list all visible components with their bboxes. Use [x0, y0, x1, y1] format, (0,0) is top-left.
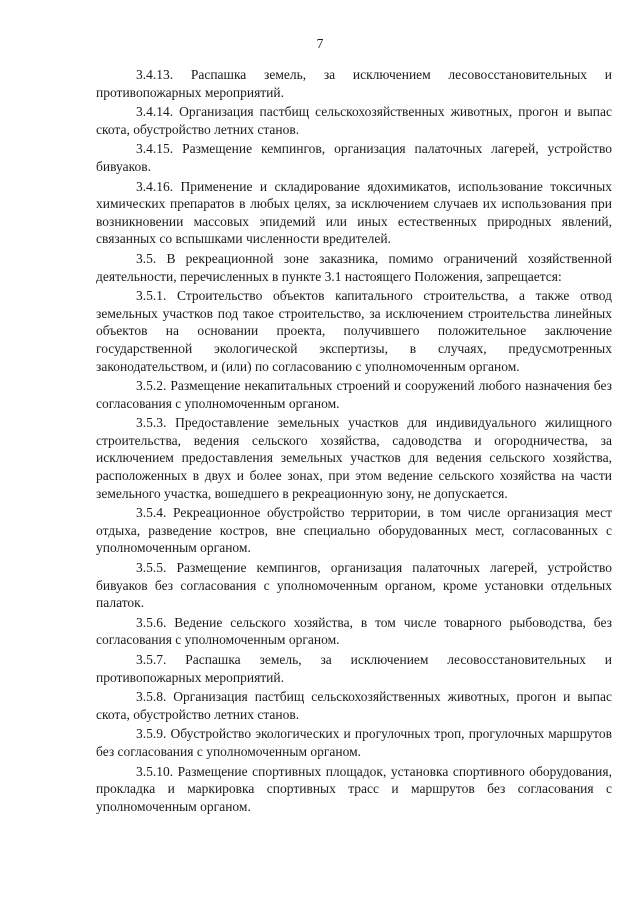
paragraph-3-5-5: 3.5.5. Размещение кемпингов, организация палаточных лагерей, устройство бивуаков без согласования с уполномоченным органом, кроме установки отдельных палаток.: [96, 560, 612, 611]
paragraph-3-5-1: 3.5.1. Строительство объектов капитального строительства, а также отвод земельных участков под такое строительство, за исключением строительства линейных объектов на основании проекта, получившего положительное заключение государственной экологической экспертизы, в случаях, предусмотренных законодательством, и (или) по согласованию с уполномоченным органом.: [96, 288, 612, 374]
paragraph-3-5-3: 3.5.3. Предоставление земельных участков для индивидуального жилищного строительства, ведения сельского хозяйства, садоводства и огородничества, за исключением предоставления земельных участков для ведения сельского хозяйства, расположенных в двух и более зонах, при этом ведение сельского хозяйства на части земельного участка, вошедшего в рекреационную зону, не допускается.: [96, 415, 612, 501]
paragraph-3-5: 3.5. В рекреационной зоне заказника, помимо ограничений хозяйственной деятельности, перечисленных в пункте 3.1 настоящего Положения, запрещается:: [96, 250, 612, 284]
paragraph-3-4-16: 3.4.16. Применение и складирование ядохимикатов, использование токсичных химических препаратов в любых целях, за исключением случаев их использования при возникновении массовых эпидемий или иных естественных природных явлений, связанных со вспышками численности вредителей.: [96, 178, 612, 247]
paragraph-3-5-2: 3.5.2. Размещение некапитальных строений и сооружений любого назначения без согласования с уполномоченным органом.: [96, 378, 612, 411]
paragraph-3-5-4: 3.5.4. Рекреационное обустройство территории, в том числе организация мест отдыха, разведение костров, вне специально оборудованных мест, согласованных с уполномоченным органом.: [96, 505, 612, 556]
paragraph-3-4-13: 3.4.13. Распашка земель, за исключением лесовосстановительных и противопожарных мероприятий.: [96, 67, 612, 100]
paragraph-3-5-8: 3.5.8. Организация пастбищ сельскохозяйственных животных, прогон и выпас скота, обустройство летних станов.: [96, 689, 612, 722]
document-body: [96, 66, 612, 815]
paragraph-3-5-7: 3.5.7. Распашка земель, за исключением лесовосстановительных и противопожарных мероприятий.: [96, 652, 612, 685]
paragraph-3-5-6: 3.5.6. Ведение сельского хозяйства, в том числе товарного рыбоводства, без согласования с уполномоченным органом.: [96, 614, 612, 648]
page-number: 7: [316, 36, 324, 51]
paragraph-3-5-9: 3.5.9. Обустройство экологических и прогулочных троп, прогулочных маршрутов без согласования с уполномоченным органом.: [96, 726, 612, 759]
paragraph-3-4-14: 3.4.14. Организация пастбищ сельскохозяйственных животных, прогон и выпас скота, обустройство летних станов.: [96, 104, 612, 137]
paragraph-3-5-10: 3.5.10. Размещение спортивных площадок, установка спортивного оборудования, прокладка и маркировка спортивных трасс и маршрутов без согласования с уполномоченным органом.: [96, 763, 612, 814]
paragraph-3-4-15: 3.4.15. Размещение кемпингов, организация палаточных лагерей, устройство бивуаков.: [96, 141, 612, 174]
